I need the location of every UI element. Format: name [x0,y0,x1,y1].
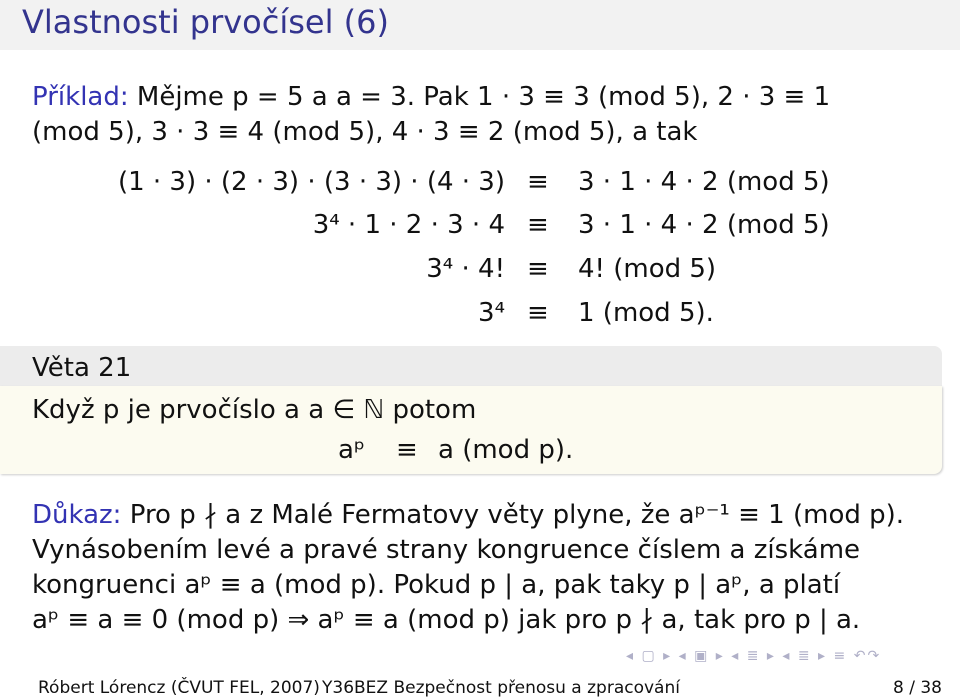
theorem-statement: Když p je prvočíslo a a ∈ ℕ potom [32,395,477,425]
proof-line-4: aᵖ ≡ a ≡ 0 (mod p) ⇒ aᵖ ≡ a (mod p) jak pro p ∤ a, tak pro p | a. [32,605,861,635]
footer-course: Y36BEZ Bezpečnost přenosu a zpracování [322,678,680,698]
theorem-formula-lhs: aᵖ [338,435,366,465]
equation-1-rel: ≡ [527,167,549,197]
theorem-formula-rel: ≡ [396,435,418,465]
proof-line-1 [32,500,904,530]
equation-1-rhs: 3 · 1 · 4 · 2 (mod 5) [578,167,830,197]
navigation-icons[interactable]: ◂ ▢ ▸ ◂ ▣ ▸ ◂ ≣ ▸ ◂ ≣ ▸ ≡ ↶↷ [626,648,882,664]
equation-1-lhs: (1 · 3) · (2 · 3) · (3 · 3) · (4 · 3) [117,167,505,197]
equation-3-lhs: 3⁴ · 4! [426,254,505,284]
example-line-1 [32,82,830,112]
equation-3-rel: ≡ [527,254,549,284]
example-label: Příklad: [32,82,129,112]
equation-4-lhs: 3⁴ [478,298,505,328]
example-text-1: Mějme p = 5 a a = 3. Pak 1 · 3 ≡ 3 (mod 5), 2 · 3 ≡ 1 [128,82,831,112]
footer-page-number: 8 / 38 [893,678,942,698]
footer-author: Róbert Lórencz (ČVUT FEL, 2007) [38,678,320,698]
footer [0,676,960,700]
example-line-2: (mod 5), 3 · 3 ≡ 4 (mod 5), 4 · 3 ≡ 2 (mod 5), a tak [32,117,698,147]
equation-4-rel: ≡ [527,298,549,328]
equation-2-rhs: 3 · 1 · 4 · 2 (mod 5) [578,210,830,240]
equation-2-lhs: 3⁴ · 1 · 2 · 3 · 4 [312,210,505,240]
slide-title: Vlastnosti prvočísel (6) [22,3,389,41]
theorem-formula-rhs: a (mod p). [438,435,574,465]
equation-3-rhs: 4! (mod 5) [578,254,717,284]
theorem-header [0,346,942,386]
equation-4-rhs: 1 (mod 5). [578,298,714,328]
proof-label: Důkaz: [32,500,122,530]
theorem-heading: Věta 21 [32,353,132,383]
title-bar [0,0,960,50]
proof-line-2: Vynásobením levé a pravé strany kongruence číslem a získáme [32,535,861,565]
proof-text-1: Pro p ∤ a z Malé Fermatovy věty plyne, že aᵖ⁻¹ ≡ 1 (mod p). [121,500,905,530]
equation-2-rel: ≡ [527,210,549,240]
proof-line-3: kongruenci aᵖ ≡ a (mod p). Pokud p | a, pak taky p | aᵖ, a platí [32,570,841,600]
